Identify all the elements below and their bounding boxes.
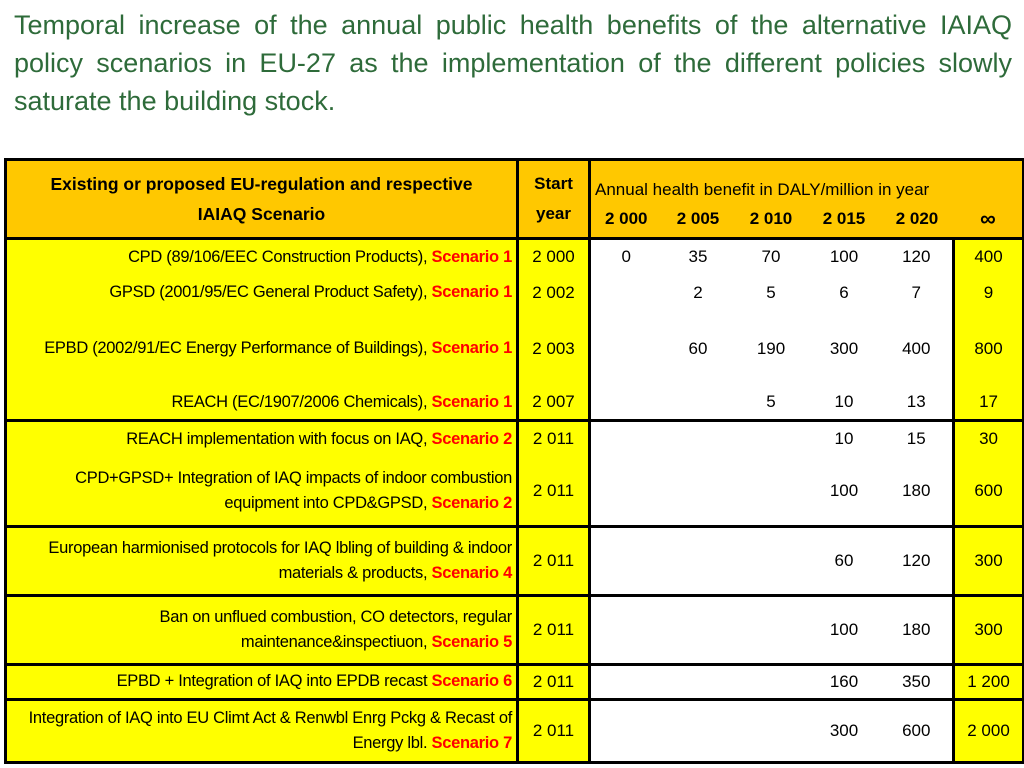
start-year-header (518, 160, 590, 239)
regulation-cell (6, 274, 518, 313)
page-title: Temporal increase of the annual public health benefits of the alternative IAIAQ policy scenarios in EU-27 as the implementation of the different policies slowly saturate the building stock. (14, 10, 1012, 116)
regulation-text: CPD+GPSD+ Integration of IAQ impacts of indoor combustion (75, 468, 512, 487)
regulation-text-part: REACH (EC/1907/2006 Chemicals), (171, 392, 432, 411)
regulation-text-part: materials & products, (278, 563, 432, 582)
benefit-value-cell: 160 (808, 665, 881, 700)
scenario-label: Scenario 6 (431, 672, 512, 691)
regulation-text (7, 491, 512, 516)
benefit-value-cell: 180 (881, 595, 954, 664)
benefit-value-cell: 600 (881, 699, 954, 762)
benefit-value-cell: 60 (662, 312, 735, 385)
infinity-value-cell: 1 200 (954, 665, 1024, 700)
infinity-value-cell: 800 (954, 312, 1024, 385)
regulation-text-part: equipment into CPD&GPSD, (224, 493, 432, 512)
table-row (6, 386, 1024, 421)
regulation-text-part: GPSD (2001/95/EC General Product Safety), (109, 283, 432, 302)
benefit-value-cell (735, 595, 808, 664)
regulation-cell (6, 386, 518, 421)
scenario-label: Scenario 5 (431, 633, 512, 651)
benefit-value-cell: 400 (881, 312, 954, 385)
benefit-value-cell: 180 (881, 457, 954, 526)
start-year-cell: 2 007 (518, 386, 590, 421)
regulation-text (7, 390, 512, 415)
infinity-value-cell: 30 (954, 420, 1024, 457)
benefit-value-cell: 0 (590, 239, 662, 274)
benefit-value-cell (735, 420, 808, 457)
benefit-value-cell (662, 457, 735, 526)
benefit-value-cell: 190 (735, 312, 808, 385)
benefit-value-cell: 100 (808, 239, 881, 274)
benefit-value-cell (590, 420, 662, 457)
table-row (6, 239, 1024, 274)
regulation-text-part: CPD (89/106/EEC Construction Products), (128, 247, 432, 266)
benefit-value-cell (590, 274, 662, 313)
benefit-value-cell (662, 665, 735, 700)
regulation-header (6, 160, 518, 239)
scenario-label: Scenario 1 (431, 247, 512, 266)
start-year-cell: 2 011 (518, 665, 590, 700)
benefit-value-cell (590, 665, 662, 700)
start-year-cell: 2 011 (518, 420, 590, 457)
table-body (6, 239, 1024, 763)
benefit-value-cell (590, 312, 662, 385)
table-row (6, 665, 1024, 700)
health-benefits-table (4, 158, 1024, 764)
regulation-cell (6, 699, 518, 762)
year-header-2000: 2 000 (590, 200, 662, 239)
benefit-value-cell: 300 (808, 312, 881, 385)
year-header-2010: 2 010 (735, 200, 808, 239)
regulation-cell (6, 457, 518, 526)
year-header-2015: 2 015 (808, 200, 881, 239)
start-year-cell: 2 002 (518, 274, 590, 313)
regulation-cell (6, 665, 518, 700)
scenario-label: Scenario 1 (431, 339, 512, 358)
benefit-value-cell (590, 595, 662, 664)
infinity-value-cell: 300 (954, 595, 1024, 664)
benefit-value-cell (662, 526, 735, 595)
benefit-value-cell: 2 (662, 274, 735, 313)
regulation-text-part: Energy lbl. (352, 733, 432, 752)
regulation-text (7, 561, 512, 586)
benefit-value-cell (590, 526, 662, 595)
table-row (6, 457, 1024, 526)
benefit-value-cell: 70 (735, 239, 808, 274)
table-row (6, 526, 1024, 595)
benefit-value-cell (590, 699, 662, 762)
regulation-text (7, 427, 512, 452)
start-year-cell: 2 011 (518, 699, 590, 762)
benefit-value-cell (662, 595, 735, 664)
infinity-value-cell: 600 (954, 457, 1024, 526)
start-year-cell: 2 011 (518, 595, 590, 664)
benefit-value-cell (662, 699, 735, 762)
regulation-cell (6, 312, 518, 385)
infinity-value-cell: 17 (954, 386, 1024, 421)
infinity-value-cell: 400 (954, 239, 1024, 274)
benefit-value-cell (735, 665, 808, 700)
table-row (6, 595, 1024, 664)
benefit-value-cell: 10 (808, 420, 881, 457)
benefit-value-cell: 5 (735, 274, 808, 313)
regulation-text (7, 336, 512, 361)
scenario-label: Scenario 7 (431, 733, 512, 752)
regulation-text: Ban on unflued combustion, CO detectors, regular (159, 608, 512, 626)
year-header-2005: 2 005 (662, 200, 735, 239)
scenario-label: Scenario 2 (431, 429, 512, 448)
benefit-value-cell: 15 (881, 420, 954, 457)
regulation-text-part: EPBD + Integration of IAQ into EPDB recast (116, 672, 432, 691)
regulation-text-part: maintenance&inspectiuon, (240, 633, 432, 651)
benefit-value-cell (735, 526, 808, 595)
regulation-text (7, 669, 512, 694)
benefit-value-cell (735, 457, 808, 526)
start-year-header-line1: Start (534, 174, 573, 194)
start-year-cell: 2 000 (518, 239, 590, 274)
table-row (6, 420, 1024, 457)
scenario-label: Scenario 2 (431, 493, 512, 512)
benefit-value-cell: 120 (881, 526, 954, 595)
infinity-header: ∞ (954, 200, 1024, 239)
table-row (6, 274, 1024, 313)
start-year-cell: 2 011 (518, 457, 590, 526)
start-year-cell: 2 011 (518, 526, 590, 595)
regulation-cell (6, 526, 518, 595)
regulation-text (7, 731, 512, 756)
regulation-header-line2: IAIAQ Scenario (197, 204, 326, 225)
benefit-value-cell: 120 (881, 239, 954, 274)
annual-benefit-header: Annual health benefit in DALY/million in year (590, 160, 1024, 201)
regulation-text (7, 280, 512, 305)
benefit-value-cell: 60 (808, 526, 881, 595)
benefit-value-cell: 10 (808, 386, 881, 421)
regulation-text-part: EPBD (2002/91/EC Energy Performance of Buildings), (44, 339, 432, 358)
benefit-value-cell: 6 (808, 274, 881, 313)
benefit-value-cell: 5 (735, 386, 808, 421)
regulation-cell (6, 595, 518, 664)
benefit-value-cell: 100 (808, 595, 881, 664)
regulation-header-line1: Existing or proposed EU-regulation and respective (50, 174, 473, 195)
infinity-value-cell: 2 000 (954, 699, 1024, 762)
regulation-text (7, 245, 512, 270)
year-header-2020: 2 020 (881, 200, 954, 239)
regulation-cell (6, 239, 518, 274)
benefit-value-cell: 350 (881, 665, 954, 700)
benefit-value-cell (662, 420, 735, 457)
benefit-value-cell: 7 (881, 274, 954, 313)
start-year-header-line2: year (536, 204, 571, 224)
scenario-label: Scenario 4 (431, 563, 512, 582)
benefit-value-cell: 100 (808, 457, 881, 526)
benefit-value-cell: 300 (808, 699, 881, 762)
infinity-value-cell: 9 (954, 274, 1024, 313)
scenario-label: Scenario 1 (431, 283, 512, 302)
benefit-value-cell (590, 386, 662, 421)
regulation-cell (6, 420, 518, 457)
benefit-value-cell (735, 699, 808, 762)
regulation-text (7, 630, 512, 655)
regulation-text: Integration of IAQ into EU Climt Act & Renwbl Enrg Pckg & Recast of (28, 708, 512, 727)
regulation-text-part: REACH implementation with focus on IAQ, (126, 429, 432, 448)
table-row (6, 312, 1024, 385)
infinity-value-cell: 300 (954, 526, 1024, 595)
benefit-value-cell (590, 457, 662, 526)
start-year-cell: 2 003 (518, 312, 590, 385)
benefit-value-cell: 13 (881, 386, 954, 421)
regulation-text: European harmionised protocols for IAQ lbling of building & indoor (48, 538, 512, 557)
benefit-value-cell (662, 386, 735, 421)
benefit-value-cell: 35 (662, 239, 735, 274)
table-row (6, 699, 1024, 762)
scenario-label: Scenario 1 (431, 392, 512, 411)
